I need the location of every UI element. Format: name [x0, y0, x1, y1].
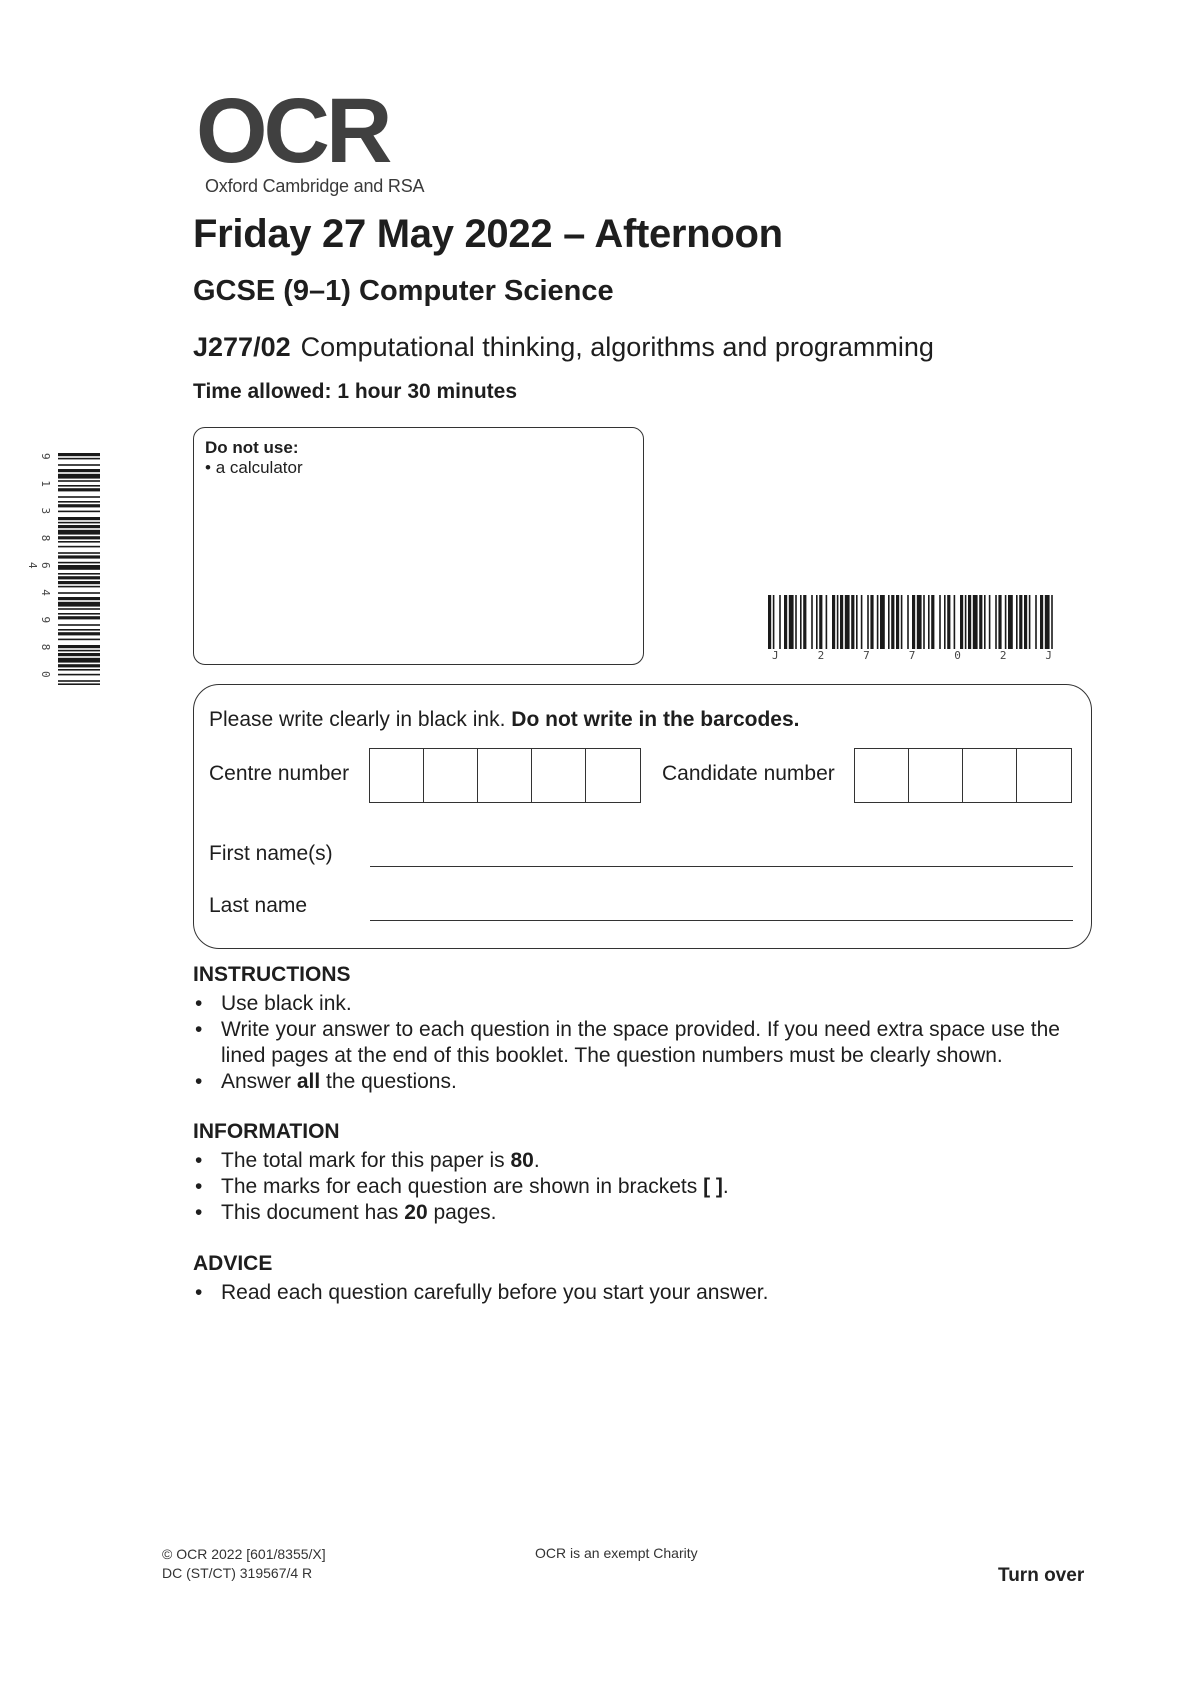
barcode-bar	[800, 595, 802, 649]
barcode-bar	[891, 595, 894, 649]
digit-cell[interactable]	[370, 749, 424, 802]
centre-number-field[interactable]	[369, 748, 641, 803]
barcode-bar	[861, 595, 863, 649]
barcode-bar	[784, 595, 787, 649]
barcode-bar	[58, 683, 100, 685]
exam-subject: GCSE (9–1) Computer Science	[193, 275, 614, 307]
digit-cell[interactable]	[963, 749, 1017, 802]
turn-over: Turn over	[998, 1565, 1085, 1586]
ink-instruction: Please write clearly in black ink. Do not write in the barcodes.	[209, 708, 800, 731]
barcode-bar	[870, 595, 873, 649]
barcode-bar	[954, 595, 956, 649]
barcode-bar	[837, 595, 839, 649]
last-name-field[interactable]	[370, 920, 1073, 921]
barcode-bar	[965, 595, 967, 649]
instruction-item: • Write your answer to each question in the space provided. If you need extra space use the lined pages at the end of this booklet. The question numbers must be clearly shown.	[193, 1017, 1093, 1069]
barcode-bar	[1019, 595, 1022, 649]
barcode-bar	[58, 602, 100, 607]
barcode-bar	[58, 592, 100, 594]
barcode-bar	[58, 576, 100, 579]
barcode-bar	[912, 595, 915, 649]
barcode-bar	[816, 595, 818, 649]
barcode-bar	[931, 595, 934, 649]
barcode-bar	[856, 595, 858, 649]
barcode-bar	[58, 517, 100, 520]
digit-cell[interactable]	[586, 749, 640, 802]
barcode-bar	[58, 501, 100, 503]
barcode-bar	[58, 469, 100, 472]
barcode-bar	[58, 474, 100, 479]
barcode-bar	[58, 674, 100, 676]
barcode-bar	[896, 595, 899, 649]
barcode-bar	[944, 595, 946, 649]
barcode-bar	[795, 595, 797, 649]
barcode-bar	[58, 504, 100, 507]
barcode-bar	[1008, 595, 1013, 649]
barcode-bar	[58, 624, 100, 626]
barcode-bar	[58, 616, 100, 619]
barcode-bar	[877, 595, 879, 649]
barcode-bar	[58, 485, 100, 487]
exam-date: Friday 27 May 2022 – Afternoon	[193, 212, 783, 256]
instructions-heading: INSTRUCTIONS	[193, 963, 351, 986]
barcode-bar	[901, 595, 903, 649]
barcode-bar	[917, 595, 922, 649]
digit-cell[interactable]	[424, 749, 478, 802]
barcode-bar	[58, 496, 100, 498]
time-allowed: Time allowed: 1 hour 30 minutes	[193, 380, 518, 403]
barcode-bar	[880, 595, 885, 649]
paper-title: Computational thinking, algorithms and programming	[300, 332, 934, 362]
barcode-bar	[58, 632, 100, 635]
charity-note: OCR is an exempt Charity	[535, 1545, 698, 1561]
barcode-bar	[58, 669, 100, 671]
digit-cell[interactable]	[909, 749, 963, 802]
barcode-bar	[1040, 595, 1043, 649]
barcode-bar	[995, 595, 997, 649]
barcode-bar	[58, 453, 100, 456]
barcode-bar	[928, 595, 930, 649]
advice-item: • Read each question carefully before you start your answer.	[193, 1280, 1093, 1306]
horizontal-barcode	[768, 595, 1056, 649]
barcode-bar	[773, 595, 775, 649]
barcode-bar	[779, 595, 781, 649]
barcode-bar	[845, 595, 850, 649]
barcode-bar	[58, 522, 100, 524]
logo-wordmark: OCR	[196, 92, 389, 170]
barcode-bar	[58, 639, 100, 641]
barcode-bar	[789, 595, 794, 649]
barcode-bar	[58, 536, 100, 539]
vertical-barcode	[58, 453, 100, 685]
barcode-bar	[826, 595, 828, 649]
information-item: • This document has 20 pages.	[193, 1200, 1093, 1226]
do-not-use-title: Do not use:	[205, 438, 299, 457]
barcode-bar	[960, 595, 963, 649]
barcode-bar	[968, 595, 971, 649]
barcode-bar	[888, 595, 890, 649]
barcode-bar	[939, 595, 941, 649]
barcode-bar	[58, 680, 100, 682]
barcode-bar	[58, 653, 100, 656]
advice-heading: ADVICE	[193, 1252, 273, 1275]
barcode-bar	[1024, 595, 1027, 649]
barcode-bar	[923, 595, 925, 649]
do-not-use-item: • a calculator	[205, 458, 303, 477]
barcode-bar	[58, 629, 100, 631]
barcode-bar	[811, 595, 813, 649]
barcode-bar	[58, 664, 100, 667]
footer-copyright	[162, 1545, 326, 1583]
barcode-bar	[58, 573, 100, 575]
information-section	[193, 1120, 1093, 1226]
barcode-bar	[907, 595, 909, 649]
barcode-bar	[58, 608, 100, 610]
candidate-number-field[interactable]	[854, 748, 1072, 803]
barcode-bar	[979, 595, 982, 649]
barcode-bar	[58, 488, 100, 491]
digit-cell[interactable]	[478, 749, 532, 802]
last-name-label: Last name	[209, 894, 308, 917]
logo-tagline: Oxford Cambridge and RSA	[205, 176, 425, 196]
barcode-bar	[58, 581, 100, 584]
candidate-number-label: Candidate number	[662, 762, 835, 785]
barcode-bar	[1051, 595, 1053, 649]
barcode-bar	[58, 597, 100, 600]
barcode-bar	[58, 613, 100, 615]
barcode-bar	[58, 650, 100, 652]
barcode-bar	[768, 595, 771, 649]
first-name-field[interactable]	[370, 866, 1073, 867]
instruction-item: • Use black ink.	[193, 991, 1093, 1017]
first-name-label: First name(s)	[209, 842, 333, 865]
barcode-bar	[1005, 595, 1007, 649]
vertical-barcode-digits: 9 1 3 8 6 4 9 8 0 4	[26, 453, 52, 685]
horizontal-barcode-digits: J 2 7 7 0 2 J	[772, 649, 1052, 662]
barcode-bar	[58, 546, 100, 548]
barcode-bar	[58, 562, 100, 564]
document-ref: DC (ST/CT) 319567/4 R	[162, 1565, 313, 1581]
digit-cell[interactable]	[855, 749, 909, 802]
barcode-bar	[1045, 595, 1050, 649]
barcode-bar	[58, 511, 100, 513]
barcode-bar	[851, 595, 854, 649]
information-item: • The marks for each question are shown in brackets [ ].	[193, 1174, 1093, 1200]
barcode-bar	[1029, 595, 1031, 649]
barcode-bar	[803, 595, 806, 649]
barcode-bar	[58, 586, 100, 588]
paper-title-line	[193, 332, 934, 363]
barcode-bar	[947, 595, 950, 649]
information-item: • The total mark for this paper is 80.	[193, 1148, 1093, 1174]
barcode-bar	[819, 595, 822, 649]
information-heading: INFORMATION	[193, 1120, 340, 1143]
barcode-bar	[58, 530, 100, 535]
instruction-item: • Answer all the questions.	[193, 1069, 1093, 1095]
barcode-bar	[58, 645, 100, 648]
barcode-bar	[973, 595, 978, 649]
barcode-bar	[58, 565, 100, 570]
do-not-use-box	[193, 427, 644, 665]
barcode-bar	[984, 595, 986, 649]
barcode-bar	[58, 552, 100, 554]
barcode-bar	[1016, 595, 1018, 649]
digit-cell[interactable]	[1017, 749, 1071, 802]
barcode-bar	[989, 595, 991, 649]
instructions-section	[193, 963, 1093, 1095]
centre-number-label: Centre number	[209, 762, 350, 785]
barcode-bar	[58, 464, 100, 466]
digit-cell[interactable]	[532, 749, 586, 802]
barcode-bar	[867, 595, 869, 649]
copyright-text: © OCR 2022 [601/8355/X]	[162, 1546, 326, 1562]
barcode-bar	[58, 541, 100, 543]
barcode-bar	[832, 595, 835, 649]
barcode-bar	[58, 525, 100, 528]
paper-code: J277/02	[193, 332, 291, 362]
barcode-bar	[58, 555, 100, 558]
advice-section	[193, 1252, 1093, 1306]
barcode-bar	[58, 480, 100, 482]
barcode-bar	[840, 595, 843, 649]
barcode-bar	[1035, 595, 1037, 649]
barcode-bar	[998, 595, 1001, 649]
barcode-bar	[58, 658, 100, 663]
barcode-bar	[58, 458, 100, 460]
